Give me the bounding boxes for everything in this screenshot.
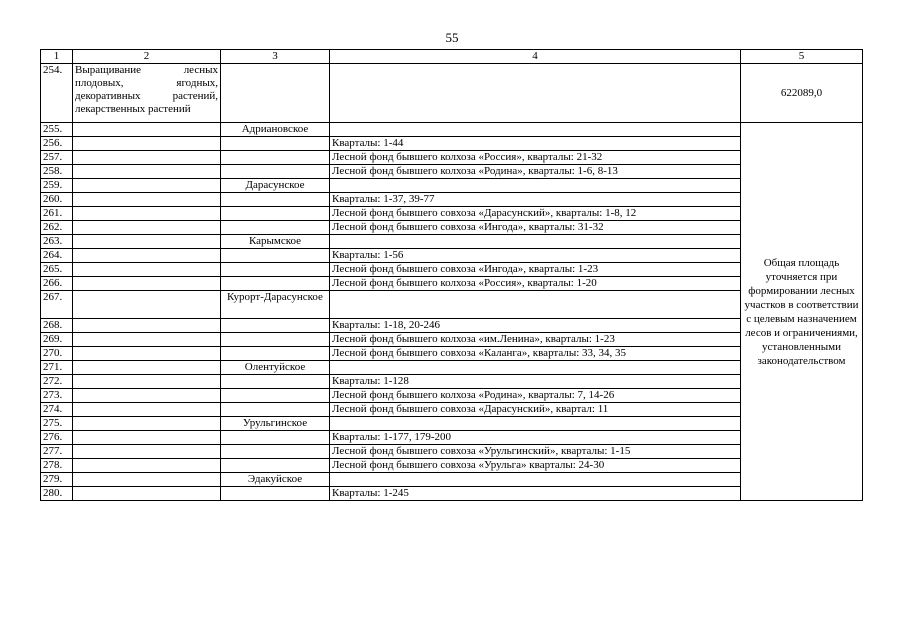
place-name [221, 459, 330, 473]
activity-cell [73, 179, 221, 193]
forest-fund-description: Кварталы: 1-18, 20-246 [330, 319, 741, 333]
activity-cell [73, 375, 221, 389]
place-name [221, 123, 330, 137]
place-name [221, 347, 330, 361]
activity-cell [73, 319, 221, 333]
activity-type: Выращивание лесных плодовых, ягодных, декоративных растений, лекарственных растений [73, 64, 221, 123]
forest-fund-description: Лесной фонд бывшего колхоза «Россия», кварталы: 1-20 [330, 277, 741, 291]
activity-cell [73, 235, 221, 249]
table-row [41, 333, 863, 347]
place-name [221, 165, 330, 179]
row-number: 270. [41, 347, 73, 361]
table-row [41, 473, 863, 487]
place-name-text: Дарасунское [245, 179, 305, 191]
row-number: 267. [41, 291, 73, 319]
forest-fund-description [330, 361, 741, 375]
table-row [41, 151, 863, 165]
row-number: 255. [41, 123, 73, 137]
activity-cell [73, 333, 221, 347]
place-name [221, 361, 330, 375]
activity-cell [73, 291, 221, 319]
table-row [41, 235, 863, 249]
activity-cell [73, 137, 221, 151]
forest-fund-description: Лесной фонд бывшего колхоза «Родина», кварталы: 1-6, 8-13 [330, 165, 741, 179]
forest-fund-description: Кварталы: 1-245 [330, 487, 741, 501]
table-row [41, 459, 863, 473]
activity-cell [73, 361, 221, 375]
activity-cell [73, 193, 221, 207]
forest-fund-description [330, 179, 741, 193]
place-name [221, 221, 330, 235]
row-number: 261. [41, 207, 73, 221]
forest-cell [330, 64, 741, 123]
forest-fund-description: Лесной фонд бывшего колхоза «им.Ленина», кварталы: 1-23 [330, 333, 741, 347]
activity-cell [73, 445, 221, 459]
forest-fund-description: Лесной фонд бывшего совхоза «Дарасунский», кварталы: 1-8, 12 [330, 207, 741, 221]
table-row-activity [41, 64, 863, 123]
place-name [221, 333, 330, 347]
forest-areas-table [40, 49, 863, 501]
place-name-text: Карымское [248, 235, 302, 247]
place-name-text: Эдакуйское [247, 473, 303, 485]
forest-fund-description: Лесной фонд бывшего совхоза «Урульгинский», кварталы: 1-15 [330, 445, 741, 459]
place-name [221, 193, 330, 207]
activity-cell [73, 165, 221, 179]
row-number: 256. [41, 137, 73, 151]
activity-cell [73, 221, 221, 235]
table-row [41, 179, 863, 193]
row-number: 264. [41, 249, 73, 263]
row-number: 269. [41, 333, 73, 347]
row-number: 279. [41, 473, 73, 487]
forest-fund-description [330, 235, 741, 249]
activity-cell [73, 389, 221, 403]
table-row [41, 165, 863, 179]
forest-fund-description: Лесной фонд бывшего совхоза «Урульга» кварталы: 24-30 [330, 459, 741, 473]
place-name [221, 263, 330, 277]
activity-cell [73, 123, 221, 137]
row-number: 266. [41, 277, 73, 291]
forest-fund-description: Лесной фонд бывшего совхоза «Дарасунский», квартал: 11 [330, 403, 741, 417]
table-row [41, 319, 863, 333]
row-number: 275. [41, 417, 73, 431]
activity-cell [73, 473, 221, 487]
row-number: 262. [41, 221, 73, 235]
notes-cell: Общая площадь уточняется при формировании лесных участков в соответствии с целевым назначением лесов и ограничениями, установленными законодательством [741, 123, 863, 501]
table-row [41, 291, 863, 319]
place-name [221, 291, 330, 319]
place-name [221, 151, 330, 165]
table-row [41, 375, 863, 389]
table-row [41, 417, 863, 431]
place-name-text: Урульгинское [242, 417, 308, 429]
table-row [41, 361, 863, 375]
place-name [221, 487, 330, 501]
place-name [221, 417, 330, 431]
row-number: 260. [41, 193, 73, 207]
activity-cell [73, 431, 221, 445]
forest-fund-description [330, 473, 741, 487]
forest-fund-description: Кварталы: 1-177, 179-200 [330, 431, 741, 445]
row-number: 274. [41, 403, 73, 417]
forest-fund-description [330, 291, 741, 319]
forest-fund-description: Лесной фонд бывшего совхоза «Ингода», кварталы: 1-23 [330, 263, 741, 277]
activity-cell [73, 277, 221, 291]
place-name [221, 319, 330, 333]
header-col-3: 3 [221, 50, 330, 64]
place-name [221, 389, 330, 403]
forest-fund-description: Кварталы: 1-128 [330, 375, 741, 389]
place-name [221, 207, 330, 221]
table-row [41, 347, 863, 361]
row-number: 271. [41, 361, 73, 375]
header-col-5: 5 [741, 50, 863, 64]
page-number: 55 [445, 30, 459, 45]
activity-cell [73, 347, 221, 361]
activity-cell [73, 487, 221, 501]
table-row [41, 137, 863, 151]
place-cell [221, 64, 330, 123]
row-number: 277. [41, 445, 73, 459]
forest-fund-description: Кварталы: 1-56 [330, 249, 741, 263]
forest-fund-description: Лесной фонд бывшего совхоза «Ингода», кварталы: 31-32 [330, 221, 741, 235]
table-row [41, 403, 863, 417]
place-name [221, 473, 330, 487]
table-row [41, 221, 863, 235]
table-row [41, 277, 863, 291]
place-name-text: Олентуйское [244, 361, 306, 373]
table-row [41, 389, 863, 403]
place-name [221, 445, 330, 459]
place-name [221, 179, 330, 193]
activity-cell [73, 151, 221, 165]
table-row [41, 207, 863, 221]
forest-fund-description: Кварталы: 1-44 [330, 137, 741, 151]
row-number: 268. [41, 319, 73, 333]
place-name [221, 235, 330, 249]
row-number: 258. [41, 165, 73, 179]
row-number: 273. [41, 389, 73, 403]
header-col-1: 1 [41, 50, 73, 64]
row-number: 265. [41, 263, 73, 277]
activity-cell [73, 207, 221, 221]
table-row [41, 249, 863, 263]
row-number: 280. [41, 487, 73, 501]
place-name-text: Курорт-Дарасунское [227, 291, 323, 303]
table-row [41, 193, 863, 207]
activity-cell [73, 249, 221, 263]
place-name-text: Адриановское [241, 123, 309, 135]
table-row [41, 123, 863, 137]
forest-fund-description: Лесной фонд бывшего колхоза «Родина», кварталы: 7, 14-26 [330, 389, 741, 403]
table-row [41, 431, 863, 445]
forest-fund-description: Кварталы: 1-37, 39-77 [330, 193, 741, 207]
place-name [221, 277, 330, 291]
row-number: 257. [41, 151, 73, 165]
activity-cell [73, 403, 221, 417]
forest-fund-description [330, 417, 741, 431]
place-name [221, 249, 330, 263]
header-col-4: 4 [330, 50, 741, 64]
row-number: 272. [41, 375, 73, 389]
header-col-2: 2 [73, 50, 221, 64]
row-number: 276. [41, 431, 73, 445]
place-name [221, 403, 330, 417]
place-name [221, 137, 330, 151]
row-number: 254. [41, 64, 73, 123]
table-header-row [41, 50, 863, 64]
table-row [41, 263, 863, 277]
forest-fund-description: Лесной фонд бывшего колхоза «Россия», кварталы: 21-32 [330, 151, 741, 165]
forest-fund-description [330, 123, 741, 137]
row-number: 263. [41, 235, 73, 249]
table-row [41, 445, 863, 459]
activity-cell [73, 263, 221, 277]
table-row [41, 487, 863, 501]
activity-cell [73, 459, 221, 473]
activity-cell [73, 417, 221, 431]
forest-fund-description: Лесной фонд бывшего совхоза «Каланга», кварталы: 33, 34, 35 [330, 347, 741, 361]
row-number: 278. [41, 459, 73, 473]
area-value: 622089,0 [741, 64, 863, 123]
place-name [221, 375, 330, 389]
row-number: 259. [41, 179, 73, 193]
place-name [221, 431, 330, 445]
